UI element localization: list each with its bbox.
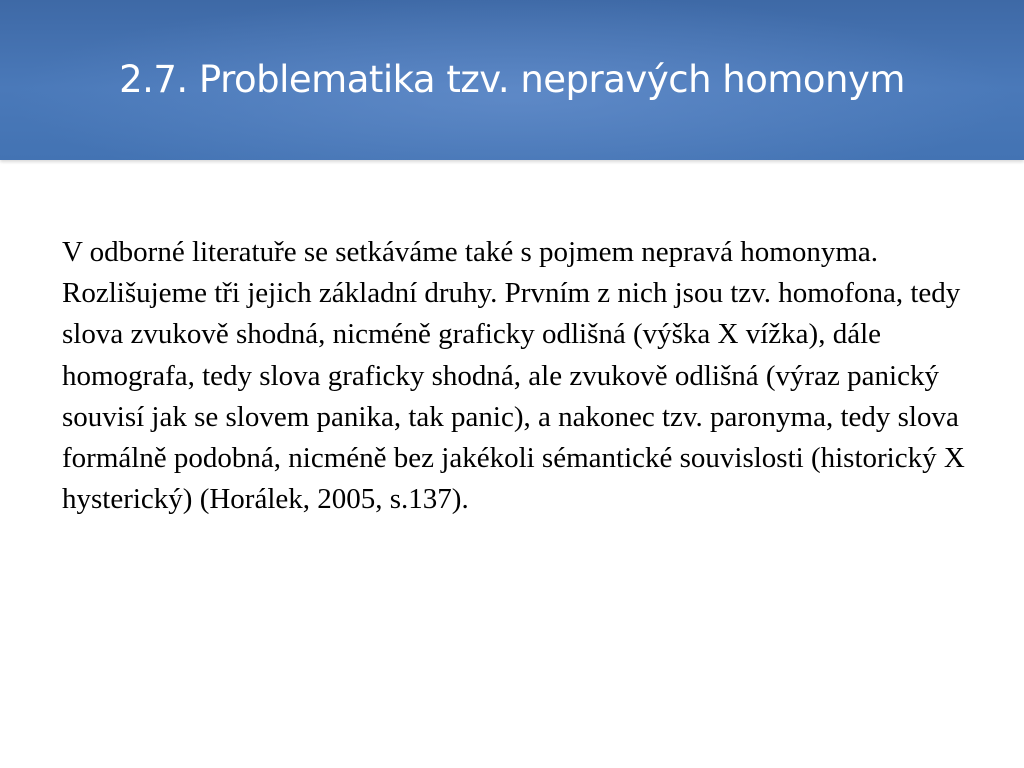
- slide-body-text: V odborné literatuře se setkáváme také s pojmem nepravá homonyma. Rozlišujeme tři jejich základní druhy. Prvním z nich jsou tzv. homofona, tedy slova zvukově shodná, nicméně graficky odlišná (výška X vížka), dále homografa, tedy slova graficky shodná, ale zvukově odlišná (výraz panický souvisí jak se slovem panika, tak panic), a nakonec tzv. paronyma, tedy slova formálně podobná, nicméně bez jakékoli sémantické souvislosti (historický X hysterický) (Horálek, 2005, s.137).: [62, 236, 965, 516]
- title-bar: [0, 0, 1024, 160]
- slide-title: 2.7. Problematika tzv. nepravých homonym: [119, 58, 905, 101]
